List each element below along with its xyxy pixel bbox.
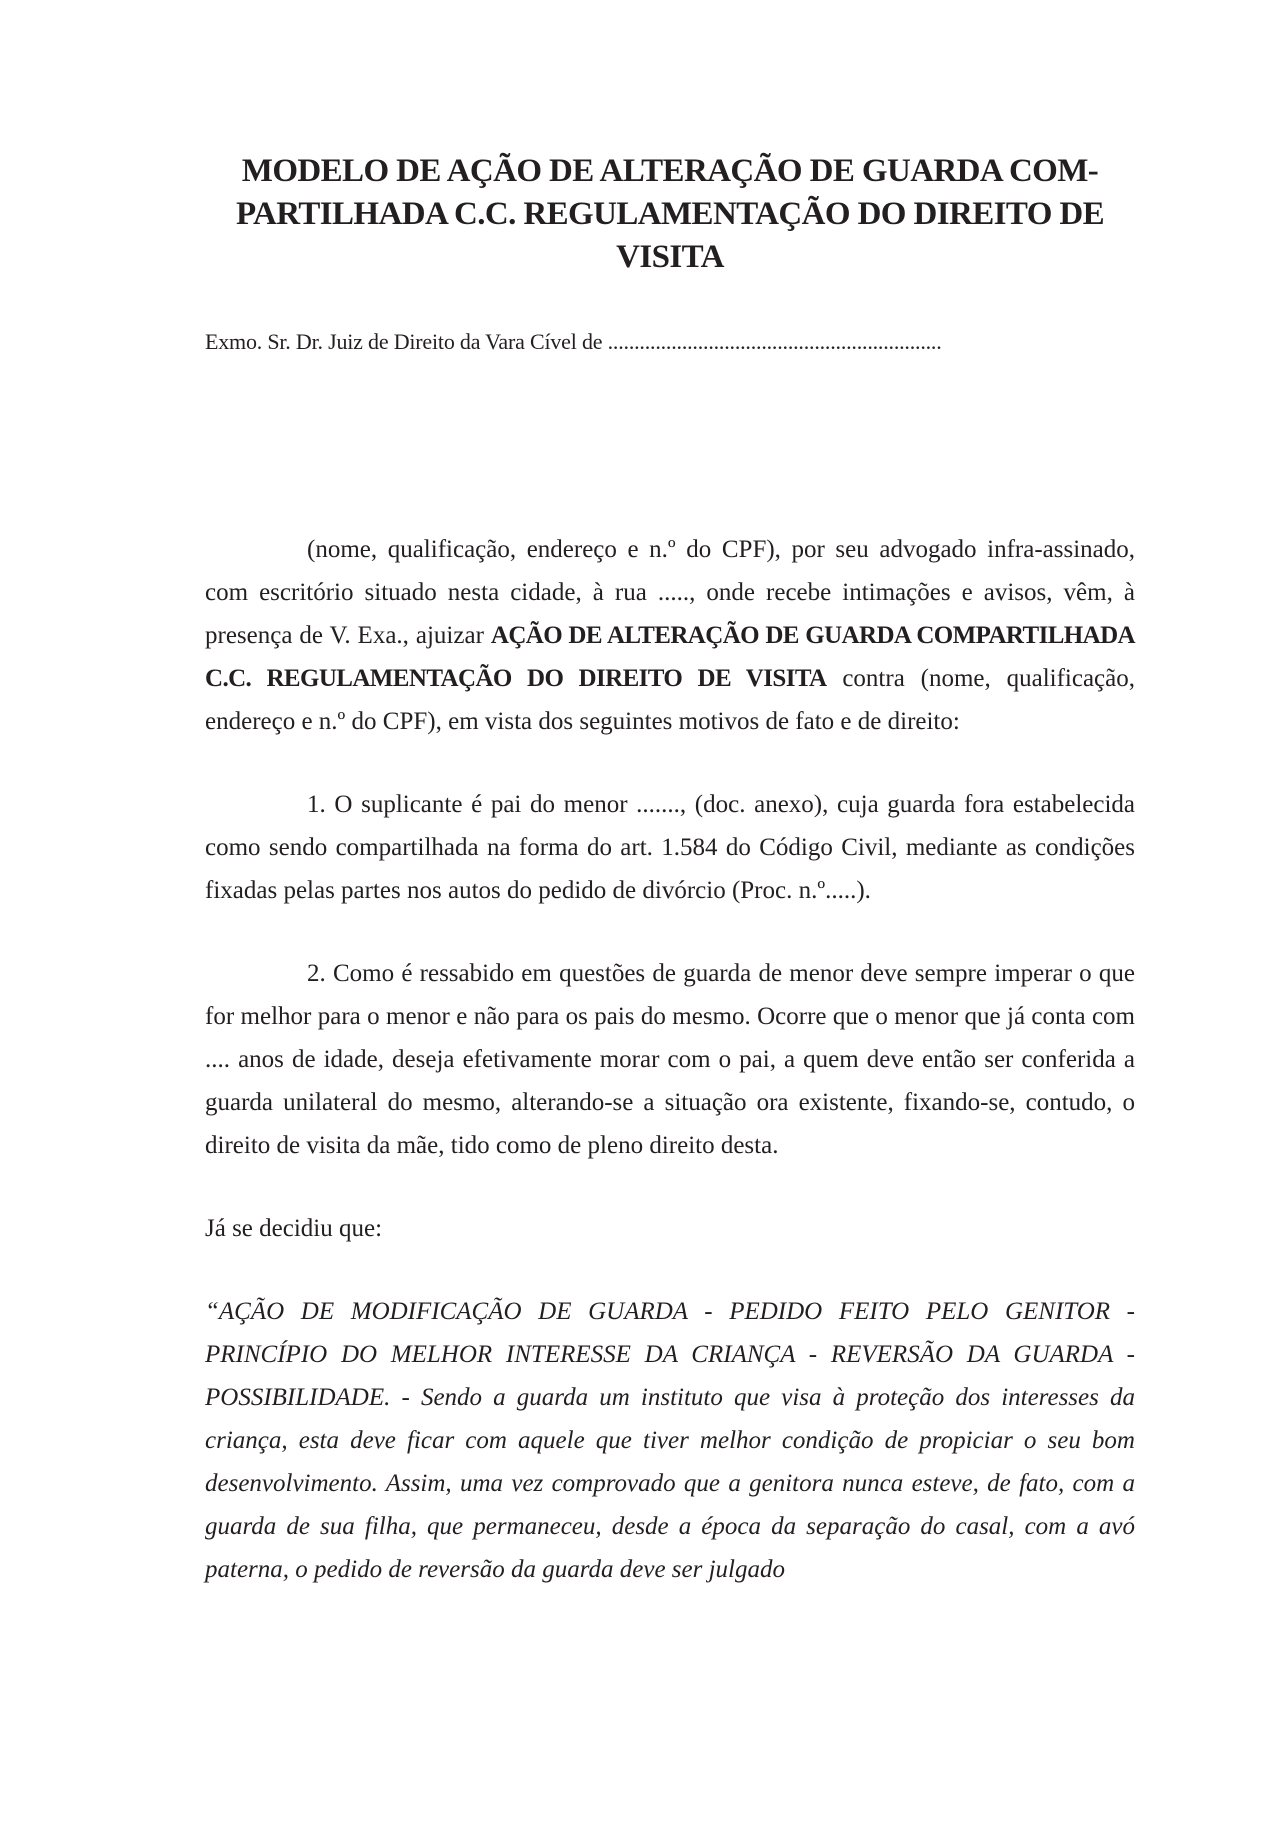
intro-paragraph (205, 528, 1135, 743)
document-title (205, 150, 1135, 279)
spacer (205, 1167, 1135, 1207)
paragraph-item-2: 2. Como é ressabido em questões de guarda de menor deve sempre imperar o que for melhor para o menor e não para os pais do mesmo. Ocorre que o menor que já conta com .... anos de idade, deseja efetivamente morar com o pai, a quem deve então ser conferida a guarda unilateral do mesmo, alterando-se a situação ora existente, fixando-se, contudo, o direito de visita da mãe, tido como de pleno direito desta. (205, 960, 1135, 1159)
title-line: MODELO DE AÇÃO DE ALTERAÇÃO DE GUARDA COM- (241, 153, 1099, 189)
paragraph-item-1: 1. O suplicante é pai do menor ......., (doc. anexo), cuja guarda fora estabelecida como sendo compartilhada na forma do art. 1.584 do Código Civil, mediante as condições fixadas pelas partes nos autos do pedido de divórcio (Proc. n.º.....). (205, 791, 1135, 904)
title-line: PARTILHADA C.C. REGULAMENTAÇÃO DO DIREITO DE (235, 196, 1105, 232)
spacer (205, 912, 1135, 952)
document-body (205, 528, 1135, 1591)
jurisprudence-quote: “AÇÃO DE MODIFICAÇÃO DE GUARDA - PEDIDO FEITO PELO GENITOR - PRINCÍPIO DO MELHOR INTERESSE DA CRIANÇA - REVERSÃO DA GUARDA - POSSIBILIDADE. - Sendo a guarda um instituto que visa à proteção dos interesses da criança, esta deve ficar com aquele que tiver melhor condição de propiciar o seu bom desenvolvimento. Assim, uma vez comprovado que a genitora nunca esteve, de fato, com a guarda de sua filha, que permaneceu, desde a época da separação do casal, com a avó paterna, o pedido de reversão da guarda deve ser julgado (205, 1298, 1135, 1583)
title-line: VISITA (616, 239, 724, 275)
intro-text: (nome, qualificação, endereço e n.º do CPF), por seu advogado infra-assinado, com escritório situado nesta cidade, à rua ....., onde recebe intimações e avisos, vêm, à presença de V. Exa., ajuizar (205, 536, 1135, 649)
spacer (205, 743, 1135, 783)
intro-text-continued: contra (nome, qualificação, endereço e n.º do CPF), em vista dos seguintes motivos de fato e de direito: (205, 665, 1135, 735)
court-address: Exmo. Sr. Dr. Juiz de Direito da Vara Cível de ............................................................... (205, 329, 942, 354)
lead-in-text: Já se decidiu que: (205, 1215, 383, 1242)
spacer (205, 1250, 1135, 1290)
action-name: AÇÃO DE ALTERAÇÃO DE GUARDA COMPARTILHADA C.C. REGULAMENTAÇÃO DO DIREITO DE VISITA (205, 622, 1135, 692)
